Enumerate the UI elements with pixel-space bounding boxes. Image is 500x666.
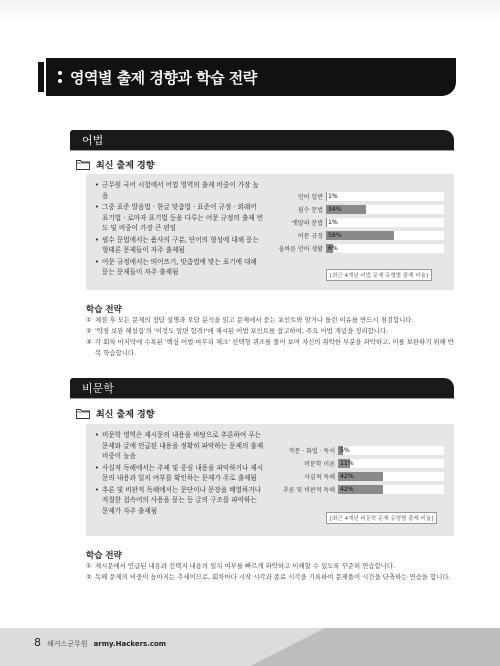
study-item-number: ②: [86, 573, 92, 581]
chart-category-label: 필수 문법: [297, 207, 323, 214]
study-item-text: 각 회차 마지막에 수록된 '핵심 어법 마무리 체크' 선택형 퀴즈를 풀어 보며 자신의 취약한 부분을 파악하고, 이를 보완하기 위해 반복 학습합니다.: [95, 338, 454, 357]
trend-bullet: • 필수 문법에서는 품사의 구분, 단어의 형성에 대해 묻는 형태론 문제들이 자주 출제됨: [94, 235, 264, 256]
chart-track: [326, 244, 444, 253]
trend-heading: [76, 158, 154, 171]
folder-icon: [76, 408, 90, 419]
chart-row: [268, 190, 444, 203]
top-shadow: [0, 0, 500, 22]
trend-bullet: • 추론 및 비판적 독해에서는 문단이나 문장을 배열하거나 적절한 접속어의 사용을 묻는 등 글의 구조를 파악하는 문제가 자주 출제됨: [94, 485, 264, 517]
chart-track: [338, 446, 444, 455]
chart-value-label: 1%: [328, 193, 338, 200]
folder-icon: [76, 159, 90, 170]
study-item-text: 체점 후 모든 문제의 정답 설명과 오답 분석을 읽고 문제에서 묻는 포인트와 맞거나 틀린 이유를 반드시 점검합니다.: [95, 316, 414, 324]
study-heading: 학습 전략: [86, 551, 122, 561]
trend-bullet: • 어문 규정에서는 띄어쓰기, 맞춤법에 맞는 표기에 대해 묻는 문제들이 자주 출제됨: [94, 257, 264, 278]
chart-category-label: 작문 · 화법 · 독서: [288, 448, 335, 455]
trend-bullet: • 군무원 국어 시험에서 어법 영역의 출제 비중이 가장 높음: [94, 180, 264, 201]
section-header-grammar: [70, 130, 454, 150]
chart-category-label: 어문 규정: [297, 233, 323, 240]
brand-name: 해커스군무원: [47, 640, 88, 648]
chart-row: [268, 216, 444, 229]
study-item-number: ①: [86, 562, 92, 570]
study-item-number: ①: [86, 316, 92, 324]
chart-row: [268, 444, 444, 457]
chart-category-label: 사실적 독해: [304, 474, 335, 481]
chart-bar: [326, 218, 327, 227]
grammar-chart: [268, 190, 444, 260]
chart-row: [268, 457, 444, 470]
nonliterature-chart: [268, 444, 444, 500]
study-item: [86, 561, 458, 572]
study-item: [86, 337, 458, 359]
chart-row: [268, 242, 444, 255]
study-item-text: 독해 문제의 비중이 높아지는 추세이므로, 회차마다 시작 시각과 종료 시각을 기록하여 문제풀이 시간을 단축하는 연습을 합니다.: [95, 573, 451, 581]
trend-heading: [76, 407, 154, 420]
trend-box: [86, 174, 454, 290]
chart-row: [268, 470, 444, 483]
trend-heading-label: 최신 출제 경향: [96, 161, 155, 171]
title-dots-icon: [58, 71, 62, 83]
trend-box: [86, 424, 454, 536]
chart-track: [326, 192, 444, 201]
study-list: [86, 315, 458, 359]
chart-category-label: 옛말의 문법: [292, 220, 323, 227]
chart-value-label: 42%: [340, 486, 354, 493]
page-title: 영역별 출제 경향과 학습 전략: [70, 68, 257, 87]
chart-caption: [최근 4개년 비문학 문제 유형별 출제 비율]: [326, 512, 437, 524]
chart-row: [268, 229, 444, 242]
section-title: 비문학: [82, 382, 114, 395]
chart-track: [326, 218, 444, 227]
section-divider: [70, 398, 454, 399]
study-item-number: ②: [86, 327, 92, 335]
chart-value-label: 5%: [340, 447, 350, 454]
study-item: [86, 315, 458, 326]
chart-category-label: 비문학 이론: [304, 461, 335, 468]
chart-value-label: 42%: [340, 473, 354, 480]
chart-track: [326, 205, 444, 214]
website-link: army.Hackers.com: [93, 640, 167, 648]
chart-bar: [326, 192, 327, 201]
chart-track: [338, 459, 444, 468]
page-title-bar: [46, 58, 456, 96]
study-item-number: ③: [86, 338, 92, 346]
study-heading: 학습 전략: [86, 305, 122, 315]
trend-bullet: • 그중 표준 발음법 · 한글 맞춤법 · 표준어 규정 · 외래어 표기법 · 로마자 표기법 등을 다루는 어문 규정의 출제 빈도 및 비중이 가장 큰 편임: [94, 202, 264, 234]
chart-value-label: 1%: [328, 219, 338, 226]
chart-value-label: 6%: [328, 245, 338, 252]
chart-category-label: 언어 일반: [297, 194, 323, 201]
section-divider: [70, 150, 454, 151]
study-item: [86, 326, 458, 337]
chart-value-label: 34%: [328, 206, 342, 213]
page-number: 8: [34, 636, 41, 649]
trend-bullet: • 비문학 영역은 제시문의 내용을 바탕으로 추론하여 푸는 문제와 글에 언급된 내용을 정확히 파악하는 문제의 출제 비중이 높음: [94, 430, 264, 462]
trend-heading-label: 최신 출제 경향: [96, 410, 155, 420]
chart-caption: [최근 4개년 어법 문제 유형별 출제 비율]: [326, 269, 432, 281]
study-item: [86, 572, 458, 583]
chart-row: [268, 483, 444, 496]
page-footer: [34, 636, 166, 649]
study-item-text: 제시문에서 언급된 내용과 선택지 내용의 일치 여부를 빠르게 파악하고 이해할 수 있도록 꾸준히 연습합니다.: [95, 562, 396, 570]
chart-category-label: 추론 및 비판적 독해: [282, 487, 335, 494]
chart-category-label: 올바른 언어 생활: [278, 246, 323, 253]
chart-row: [268, 203, 444, 216]
chart-value-label: 11%: [340, 460, 354, 467]
section-title: 어법: [82, 134, 104, 147]
trend-bullets: [94, 430, 264, 517]
chart-track: [338, 485, 444, 494]
chart-track: [326, 231, 444, 240]
study-list: [86, 561, 458, 583]
study-item-text: '약점 보완 해설집'의 '이것도 알면 합격!'에 제시된 어법 포인트를 참고하여, 주요 어법 개념을 정리합니다.: [95, 327, 389, 335]
section-header-nonliterature: [70, 378, 454, 398]
trend-bullets: [94, 180, 264, 279]
chart-track: [338, 472, 444, 481]
chart-value-label: 58%: [328, 232, 342, 239]
trend-bullet: • 사실적 독해에서는 주제 및 중심 내용을 파악하거나 제시문의 내용과 일치 여부를 확인하는 문제가 주로 출제됨: [94, 463, 264, 484]
